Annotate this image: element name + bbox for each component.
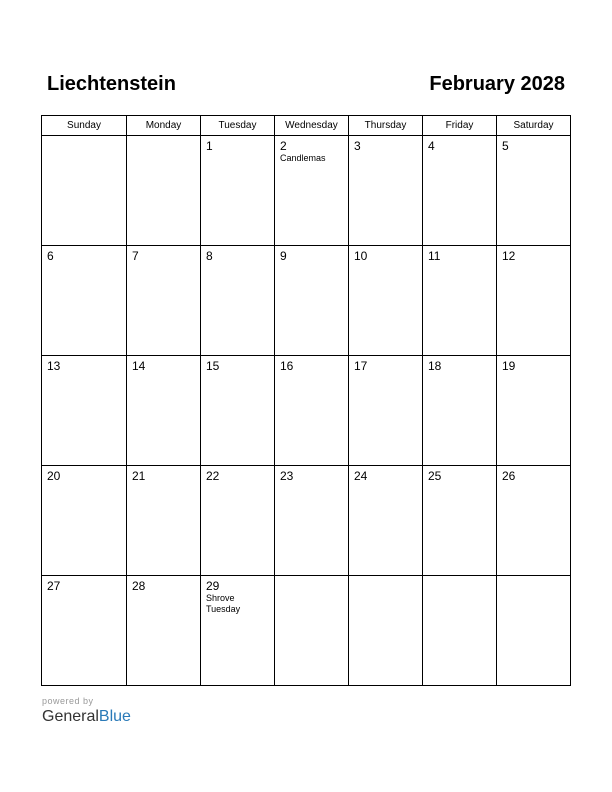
day-cell xyxy=(349,356,423,466)
day-cell xyxy=(127,136,201,246)
day-number: 24 xyxy=(354,469,368,483)
day-cell xyxy=(497,576,571,686)
day-cell xyxy=(201,356,275,466)
day-number: 11 xyxy=(428,249,441,263)
brand-blue-text: Blue xyxy=(98,708,131,725)
day-number: 16 xyxy=(280,359,294,373)
powered-by-text: powered by xyxy=(42,696,94,706)
day-number: 27 xyxy=(47,579,61,593)
day-number: 8 xyxy=(206,249,213,263)
day-number: 13 xyxy=(47,359,61,373)
day-cell xyxy=(275,466,349,576)
day-number: 6 xyxy=(47,249,54,263)
day-cell xyxy=(275,356,349,466)
weekday-header: Friday xyxy=(423,116,497,136)
day-number xyxy=(42,136,126,139)
day-number: 29 xyxy=(206,579,220,593)
day-number: 1 xyxy=(206,139,213,153)
day-number: 23 xyxy=(280,469,294,483)
month-title: February 2028 xyxy=(429,73,565,95)
day-number xyxy=(275,576,348,579)
weekday-header: Tuesday xyxy=(201,116,275,136)
weekday-header: Saturday xyxy=(497,116,571,136)
day-number: 19 xyxy=(502,359,516,373)
day-number: 25 xyxy=(428,469,442,483)
day-cell xyxy=(42,356,127,466)
day-cell xyxy=(42,136,127,246)
day-cell xyxy=(497,356,571,466)
day-cell xyxy=(497,246,571,356)
week-row xyxy=(42,356,571,466)
day-cell xyxy=(275,246,349,356)
day-number: 7 xyxy=(132,249,139,263)
day-number: 14 xyxy=(132,359,146,373)
day-number: 4 xyxy=(428,139,435,153)
day-number: 10 xyxy=(354,249,368,263)
day-number: 5 xyxy=(502,139,509,153)
country-title: Liechtenstein xyxy=(47,73,176,95)
day-cell xyxy=(275,136,349,246)
holiday-label: Candlemas xyxy=(280,153,326,163)
week-row xyxy=(42,246,571,356)
week-row xyxy=(42,576,571,686)
day-number: 2 xyxy=(280,139,287,153)
day-cell xyxy=(42,246,127,356)
day-cell xyxy=(497,466,571,576)
day-number: 17 xyxy=(354,359,368,373)
day-cell xyxy=(423,466,497,576)
day-number: 28 xyxy=(132,579,146,593)
day-number: 12 xyxy=(502,249,516,263)
weekday-header-row xyxy=(42,116,571,136)
day-number xyxy=(423,576,496,579)
day-cell xyxy=(201,136,275,246)
day-cell xyxy=(42,576,127,686)
generalblue-logo xyxy=(42,707,131,727)
day-number: 15 xyxy=(206,359,220,373)
day-cell xyxy=(349,576,423,686)
day-cell xyxy=(127,466,201,576)
weekday-header: Sunday xyxy=(42,116,127,136)
day-cell xyxy=(349,466,423,576)
day-cell xyxy=(423,576,497,686)
calendar-grid xyxy=(41,115,571,686)
day-cell xyxy=(275,576,349,686)
day-cell xyxy=(201,576,275,686)
day-cell xyxy=(201,246,275,356)
day-cell xyxy=(497,136,571,246)
week-row xyxy=(42,466,571,576)
brand-general-text: General xyxy=(42,708,99,725)
day-cell xyxy=(349,246,423,356)
day-number: 9 xyxy=(280,249,287,263)
day-cell xyxy=(349,136,423,246)
day-cell xyxy=(127,576,201,686)
day-number: 18 xyxy=(428,359,442,373)
day-number: 3 xyxy=(354,139,361,153)
day-cell xyxy=(423,136,497,246)
footer-branding xyxy=(42,696,131,727)
day-cell xyxy=(127,356,201,466)
day-number: 26 xyxy=(502,469,516,483)
day-cell xyxy=(423,246,497,356)
weekday-header: Thursday xyxy=(349,116,423,136)
day-number: 20 xyxy=(47,469,61,483)
day-cell xyxy=(201,466,275,576)
day-number xyxy=(127,136,200,139)
day-cell xyxy=(423,356,497,466)
holiday-label: Shrove Tuesday xyxy=(206,593,241,614)
day-number xyxy=(349,576,422,579)
day-number: 21 xyxy=(132,469,146,483)
day-number xyxy=(497,576,570,579)
weekday-header: Monday xyxy=(127,116,201,136)
day-cell xyxy=(42,466,127,576)
weekday-header: Wednesday xyxy=(275,116,349,136)
week-row xyxy=(42,136,571,246)
day-cell xyxy=(127,246,201,356)
day-number: 22 xyxy=(206,469,220,483)
